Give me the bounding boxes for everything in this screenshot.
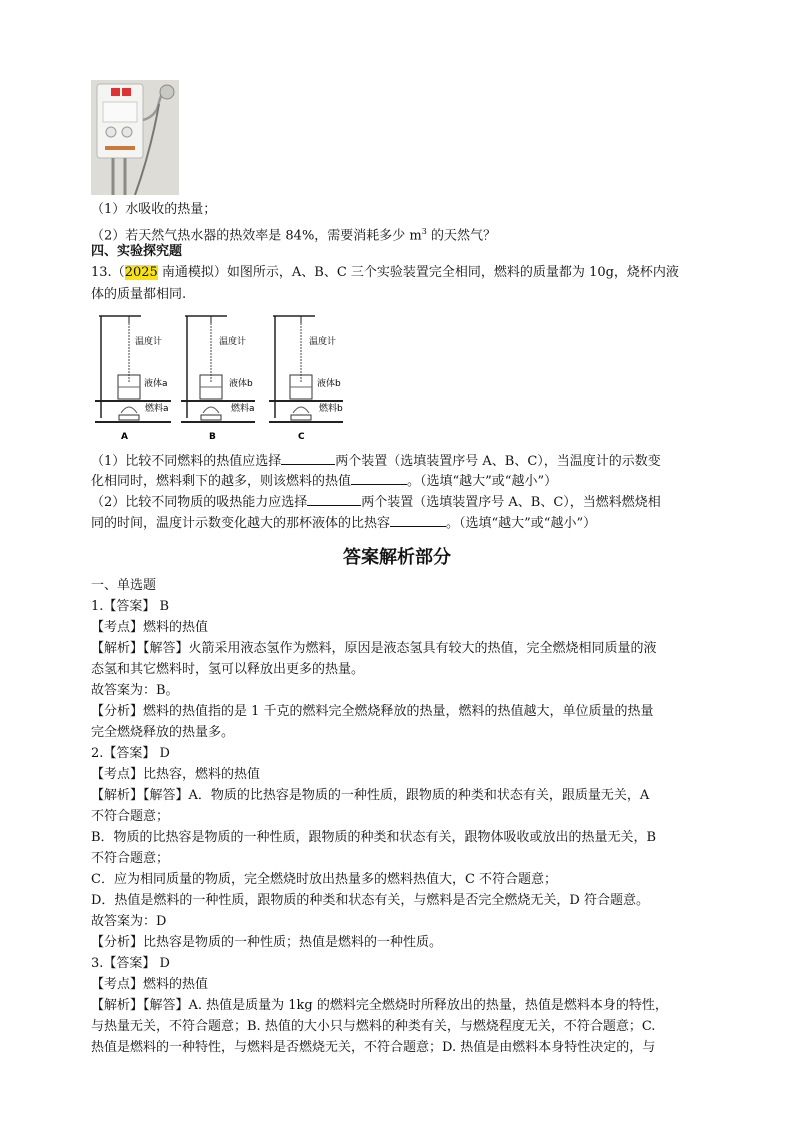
q12-sub2: （2）若天然气热水器的热效率是 84%，需要消耗多少 $m^3$ 的天然气？ bbox=[91, 227, 496, 244]
a1-jiexi-line1: 【解析】【解答】火箭采用液态氢作为燃料，原因是液态氢具有较大的热值，完全燃烧相同质量的液 bbox=[91, 641, 657, 656]
answer-blank[interactable] bbox=[351, 471, 407, 485]
label-fuel-a-a: 燃料a bbox=[145, 404, 169, 414]
experiment-setup-figure bbox=[91, 313, 356, 443]
a2-line4: 不符合题意； bbox=[91, 851, 170, 866]
q13-part1-line1: （1）比较不同燃料的热值应选择 两个装置（选填装置序号 A、B、C），当温度计的示数变 bbox=[91, 451, 661, 472]
a1-answer: 1.【答案】 B bbox=[91, 599, 170, 614]
label-A: A bbox=[121, 432, 128, 442]
label-C: C bbox=[298, 432, 305, 442]
water-heater-photo bbox=[91, 80, 179, 195]
a3-line2: 与热量无关，不符合题意；B. 热值的大小只与燃料的种类有关，与燃烧程度无关，不符合题意；C. bbox=[91, 1019, 656, 1034]
answer-blank[interactable] bbox=[281, 451, 335, 465]
a1-jiexi-line2: 态氢和其它燃料时，氢可以释放出更多的热量。 bbox=[91, 662, 365, 677]
label-B: B bbox=[209, 432, 216, 442]
a2-line2: 不符合题意； bbox=[91, 809, 170, 824]
q13-part2-line1: （2）比较不同物质的吸热能力应选择 两个装置（选填装置序号 A、B、C），当燃料燃烧相 bbox=[91, 492, 661, 513]
a3-kaodian: 【考点】燃料的热值 bbox=[91, 977, 209, 992]
q13-part1-line2: 化相同时，燃料剩下的越多，则该燃料的热值 。（选填“越大”或“越小”） bbox=[91, 471, 557, 492]
label-thermometer-a: 温度计 bbox=[135, 337, 163, 347]
label-liquid-b-c: 液体b bbox=[317, 379, 341, 389]
label-liquid-b-b: 液体b bbox=[229, 379, 253, 389]
q13-stem-line2: 体的质量都相同. bbox=[91, 287, 187, 302]
a1-guda: 故答案为：B。 bbox=[91, 683, 179, 698]
q13-stem-line1: 13.（2025 南通模拟）如图所示，A、B、C 三个实验装置完全相同，燃料的质量都为 10g，烧杯内液 bbox=[91, 265, 679, 280]
q12-sub1: （1）水吸收的热量； bbox=[91, 202, 217, 217]
label-fuel-b-c: 燃料b bbox=[319, 404, 343, 414]
a2-fenxi: 【分析】比热容是物质的一种性质；热值是燃料的一种性质。 bbox=[91, 935, 443, 950]
answers-title: 答案解析部分 bbox=[343, 547, 451, 568]
a1-fenxi-line2: 完全燃烧释放的热量多。 bbox=[91, 725, 235, 740]
label-fuel-a-b: 燃料a bbox=[231, 404, 255, 414]
label-thermometer-c: 温度计 bbox=[309, 337, 337, 347]
setup-b bbox=[181, 316, 255, 442]
answers-section1: 一、单选题 bbox=[91, 578, 157, 593]
a3-line1: 【解析】【解答】A. 热值是质量为 1kg 的燃料完全燃烧时所释放出的热量，热值是燃料本身的特性， bbox=[91, 998, 668, 1013]
answer-blank[interactable] bbox=[390, 513, 446, 527]
a2-guda: 故答案为：D bbox=[91, 914, 167, 929]
a3-answer: 3.【答案】 D bbox=[91, 956, 170, 971]
a2-line3: B．物质的比热容是物质的一种性质，跟物质的种类和状态有关，跟物体吸收或放出的热量无关，B bbox=[91, 830, 657, 845]
a2-answer: 2.【答案】 D bbox=[91, 746, 170, 761]
a2-kaodian: 【考点】比热容，燃料的热值 bbox=[91, 767, 261, 782]
a2-line5: C．应为相同质量的物质，完全燃烧时放出热量多的燃料热值大，C 不符合题意； bbox=[91, 872, 558, 887]
label-thermometer-b: 温度计 bbox=[219, 337, 247, 347]
year-highlight: 2025 bbox=[124, 265, 158, 280]
section-4-heading: 四、实验探究题 bbox=[91, 244, 183, 259]
a2-line1: 【解析】【解答】A．物质的比热容是物质的一种性质，跟物质的种类和状态有关，跟质量无关，A bbox=[91, 788, 650, 803]
setup-c bbox=[269, 316, 343, 442]
a1-fenxi-line1: 【分析】燃料的热值指的是 1 千克的燃料完全燃烧释放的热量，燃料的热值越大，单位质量的热量 bbox=[91, 704, 654, 719]
water-heater-illustration bbox=[91, 80, 179, 195]
a1-kaodian: 【考点】燃料的热值 bbox=[91, 620, 209, 635]
q13-part2-line2: 同的时间，温度计示数变化越大的那杯液体的比热容 。（选填“越大”或“越小”） bbox=[91, 513, 596, 534]
setup-a bbox=[95, 316, 171, 442]
answer-blank[interactable] bbox=[307, 492, 361, 506]
a2-line6: D．热值是燃料的一种性质，跟物质的种类和状态有关，与燃料是否完全燃烧无关，D 符合题意。 bbox=[91, 893, 649, 908]
label-liquid-a: 液体a bbox=[144, 379, 168, 389]
a3-line3: 热值是燃料的一种特性，与燃料是否燃烧无关，不符合题意；D. 热值是由燃料本身特性决定的，与 bbox=[91, 1040, 656, 1055]
